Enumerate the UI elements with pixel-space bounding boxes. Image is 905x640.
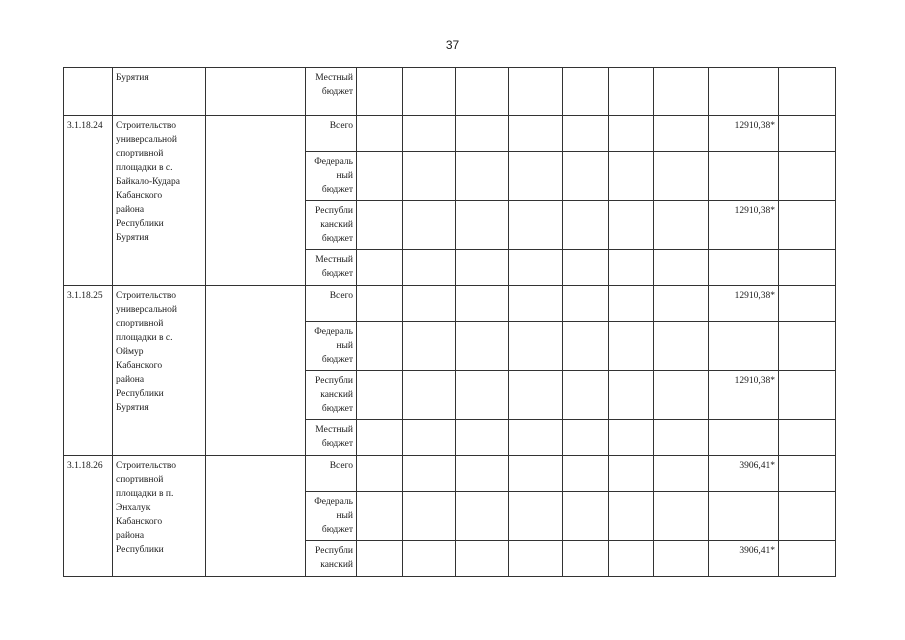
- empty-cell: [509, 492, 563, 541]
- empty-cell: [609, 68, 654, 116]
- empty-cell: [563, 116, 609, 152]
- empty-cell: [563, 322, 609, 371]
- empty-cell: [609, 456, 654, 492]
- empty-cell: [779, 371, 836, 420]
- empty-cell: [654, 322, 709, 371]
- empty-cell: [509, 322, 563, 371]
- empty-cell: [563, 250, 609, 286]
- name-cell: Строительство универсальной спортивной площадки в с. Оймур Кабанского района Республики Бурятия: [113, 286, 206, 456]
- empty-cell: [357, 68, 403, 116]
- empty-cell: [403, 116, 456, 152]
- empty-cell: [357, 116, 403, 152]
- empty-cell: [654, 152, 709, 201]
- source-cell: Всего: [306, 116, 357, 152]
- empty-cell: [654, 541, 709, 577]
- empty-cell: [779, 456, 836, 492]
- empty-cell: [509, 456, 563, 492]
- empty-cell: [206, 286, 306, 456]
- source-cell: Федераль ный бюджет: [306, 152, 357, 201]
- empty-cell: [779, 541, 836, 577]
- value-cell: 12910,38*: [709, 201, 779, 250]
- empty-cell: [609, 371, 654, 420]
- empty-cell: [403, 250, 456, 286]
- empty-cell: [563, 420, 609, 456]
- name-cell: Строительство универсальной спортивной площадки в с. Байкало-Кудара Кабанского района Республики Бурятия: [113, 116, 206, 286]
- empty-cell: [357, 286, 403, 322]
- empty-cell: [456, 68, 509, 116]
- empty-cell: [779, 286, 836, 322]
- empty-cell: [357, 250, 403, 286]
- page-number: 37: [445, 38, 460, 52]
- empty-cell: [779, 116, 836, 152]
- empty-cell: [206, 116, 306, 286]
- value-cell: 12910,38*: [709, 286, 779, 322]
- value-cell: 12910,38*: [709, 371, 779, 420]
- empty-cell: [563, 456, 609, 492]
- empty-cell: [509, 250, 563, 286]
- empty-cell: [206, 456, 306, 577]
- empty-cell: [563, 68, 609, 116]
- empty-cell: [403, 68, 456, 116]
- empty-cell: [609, 250, 654, 286]
- empty-cell: [654, 250, 709, 286]
- empty-cell: [779, 68, 836, 116]
- empty-cell: [779, 201, 836, 250]
- value-cell: [709, 492, 779, 541]
- empty-cell: [403, 541, 456, 577]
- empty-cell: [654, 68, 709, 116]
- empty-cell: [403, 420, 456, 456]
- source-cell: Республи канский: [306, 541, 357, 577]
- empty-cell: [357, 371, 403, 420]
- empty-cell: [654, 456, 709, 492]
- empty-cell: [357, 152, 403, 201]
- empty-cell: [456, 541, 509, 577]
- empty-cell: [403, 152, 456, 201]
- source-cell: Местный бюджет: [306, 68, 357, 116]
- empty-cell: [654, 201, 709, 250]
- value-cell: 3906,41*: [709, 541, 779, 577]
- value-cell: [709, 250, 779, 286]
- empty-cell: [206, 68, 306, 116]
- empty-cell: [456, 322, 509, 371]
- empty-cell: [563, 371, 609, 420]
- source-cell: Всего: [306, 286, 357, 322]
- value-cell: [709, 152, 779, 201]
- value-cell: [709, 322, 779, 371]
- empty-cell: [403, 456, 456, 492]
- empty-cell: [563, 492, 609, 541]
- empty-cell: [456, 116, 509, 152]
- empty-cell: [456, 201, 509, 250]
- empty-cell: [563, 286, 609, 322]
- empty-cell: [779, 250, 836, 286]
- empty-cell: [357, 201, 403, 250]
- table-row: [64, 116, 836, 152]
- empty-cell: [509, 116, 563, 152]
- empty-cell: [654, 286, 709, 322]
- empty-cell: [403, 492, 456, 541]
- name-cell: Бурятия: [113, 68, 206, 116]
- empty-cell: [509, 68, 563, 116]
- value-cell: 3906,41*: [709, 456, 779, 492]
- empty-cell: [779, 152, 836, 201]
- empty-cell: [456, 371, 509, 420]
- empty-cell: [654, 420, 709, 456]
- source-cell: Республи канский бюджет: [306, 201, 357, 250]
- empty-cell: [779, 492, 836, 541]
- source-cell: Республи канский бюджет: [306, 371, 357, 420]
- empty-cell: [509, 152, 563, 201]
- source-cell: Федераль ный бюджет: [306, 492, 357, 541]
- source-cell: Местный бюджет: [306, 250, 357, 286]
- empty-cell: [609, 286, 654, 322]
- empty-cell: [779, 420, 836, 456]
- empty-cell: [403, 322, 456, 371]
- table-row: [64, 286, 836, 322]
- name-cell: Строительство спортивной площадки в п. Энхалук Кабанского района Республики: [113, 456, 206, 577]
- value-cell: [709, 420, 779, 456]
- source-cell: Местный бюджет: [306, 420, 357, 456]
- code-cell: 3.1.18.25: [64, 286, 113, 456]
- source-cell: Всего: [306, 456, 357, 492]
- code-cell: 3.1.18.24: [64, 116, 113, 286]
- table-row: [64, 68, 836, 116]
- empty-cell: [609, 322, 654, 371]
- budget-table: [63, 67, 836, 577]
- empty-cell: [403, 286, 456, 322]
- empty-cell: [609, 152, 654, 201]
- empty-cell: [456, 492, 509, 541]
- empty-cell: [357, 492, 403, 541]
- empty-cell: [563, 541, 609, 577]
- empty-cell: [509, 201, 563, 250]
- code-cell: [64, 68, 113, 116]
- empty-cell: [779, 322, 836, 371]
- empty-cell: [654, 116, 709, 152]
- empty-cell: [456, 250, 509, 286]
- empty-cell: [403, 371, 456, 420]
- empty-cell: [509, 286, 563, 322]
- empty-cell: [456, 286, 509, 322]
- empty-cell: [509, 541, 563, 577]
- empty-cell: [403, 201, 456, 250]
- code-cell: 3.1.18.26: [64, 456, 113, 577]
- empty-cell: [357, 322, 403, 371]
- empty-cell: [609, 541, 654, 577]
- empty-cell: [563, 152, 609, 201]
- empty-cell: [456, 456, 509, 492]
- empty-cell: [509, 371, 563, 420]
- empty-cell: [456, 420, 509, 456]
- value-cell: [709, 68, 779, 116]
- value-cell: 12910,38*: [709, 116, 779, 152]
- empty-cell: [609, 116, 654, 152]
- source-cell: Федераль ный бюджет: [306, 322, 357, 371]
- table-row: [64, 456, 836, 492]
- empty-cell: [609, 420, 654, 456]
- empty-cell: [609, 492, 654, 541]
- empty-cell: [654, 371, 709, 420]
- empty-cell: [509, 420, 563, 456]
- empty-cell: [357, 420, 403, 456]
- empty-cell: [357, 456, 403, 492]
- empty-cell: [609, 201, 654, 250]
- empty-cell: [563, 201, 609, 250]
- empty-cell: [456, 152, 509, 201]
- empty-cell: [357, 541, 403, 577]
- empty-cell: [654, 492, 709, 541]
